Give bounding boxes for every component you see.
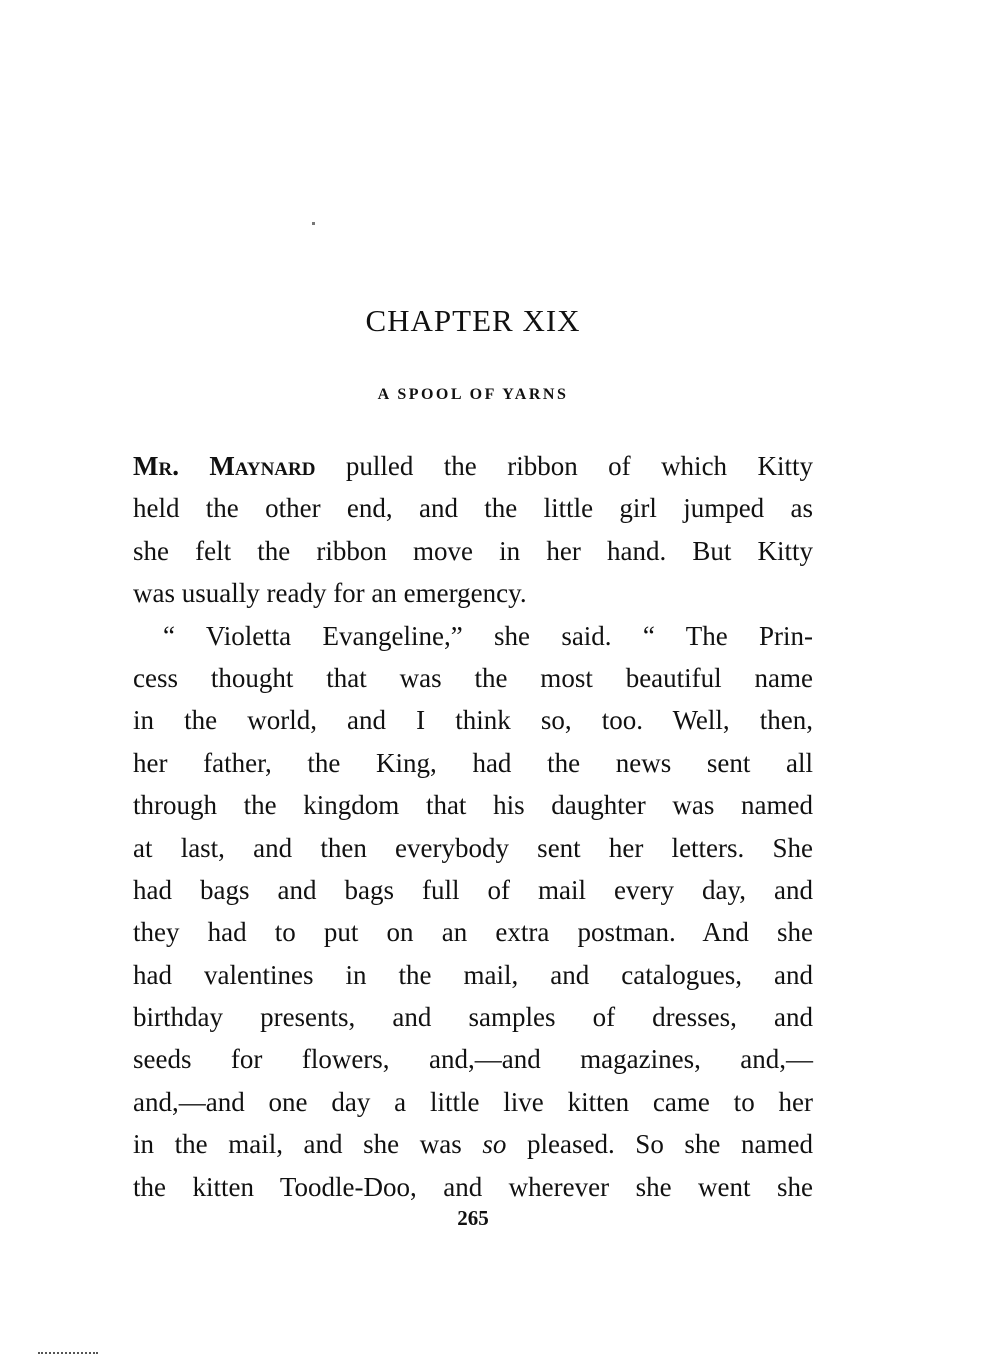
- scan-artifact: [38, 1352, 98, 1354]
- text-line: they had to put on an extra postman. And she: [133, 917, 813, 948]
- text-line: through the kingdom that his daughter was named: [133, 790, 813, 821]
- lead-smallcaps: Mr. Maynard: [133, 451, 316, 481]
- text-line: and,—and one day a little live kitten came to her: [133, 1086, 813, 1117]
- text-line: seeds for flowers, and,—and magazines, and,—: [133, 1044, 813, 1075]
- page-number: 265: [457, 1206, 489, 1230]
- paragraph-2: [133, 615, 813, 1208]
- scan-speck: [312, 222, 315, 225]
- text-line: the kitten Toodle-Doo, and wherever she went she: [133, 1171, 813, 1202]
- text-line: in the world, and I think so, too. Well, then,: [133, 705, 813, 736]
- text-fragment: in the mail, and she was: [133, 1129, 483, 1160]
- text-line: [133, 1123, 813, 1165]
- text-fragment: pleased. So she named: [506, 1129, 813, 1160]
- chapter-title: CHAPTER XIX: [365, 303, 581, 338]
- text-line: cess thought that was the most beautiful name: [133, 662, 813, 693]
- text-line: she felt the ribbon move in her hand. But Kitty: [133, 535, 813, 566]
- text-line: had bags and bags full of mail every day, and: [133, 874, 813, 905]
- paragraph-1: [133, 445, 813, 615]
- text-line: [133, 445, 813, 487]
- text-line: “ Violetta Evangeline,” she said. “ The Prin-: [163, 620, 813, 651]
- text-line-rest: pulled the ribbon of which Kitty: [315, 451, 813, 481]
- text-line: had valentines in the mail, and catalogues, and: [133, 959, 813, 990]
- emphasis-text: so: [482, 1129, 507, 1160]
- chapter-subtitle: A SPOOL OF YARNS: [377, 386, 569, 403]
- text-line: birthday presents, and samples of dresses, and: [133, 1002, 813, 1033]
- chapter-body: [133, 445, 813, 1208]
- text-line: held the other end, and the little girl jumped as: [133, 493, 813, 524]
- text-line: was usually ready for an emergency.: [133, 578, 527, 609]
- text-line: at last, and then everybody sent her letters. She: [133, 832, 813, 863]
- text-line: her father, the King, had the news sent all: [133, 747, 813, 778]
